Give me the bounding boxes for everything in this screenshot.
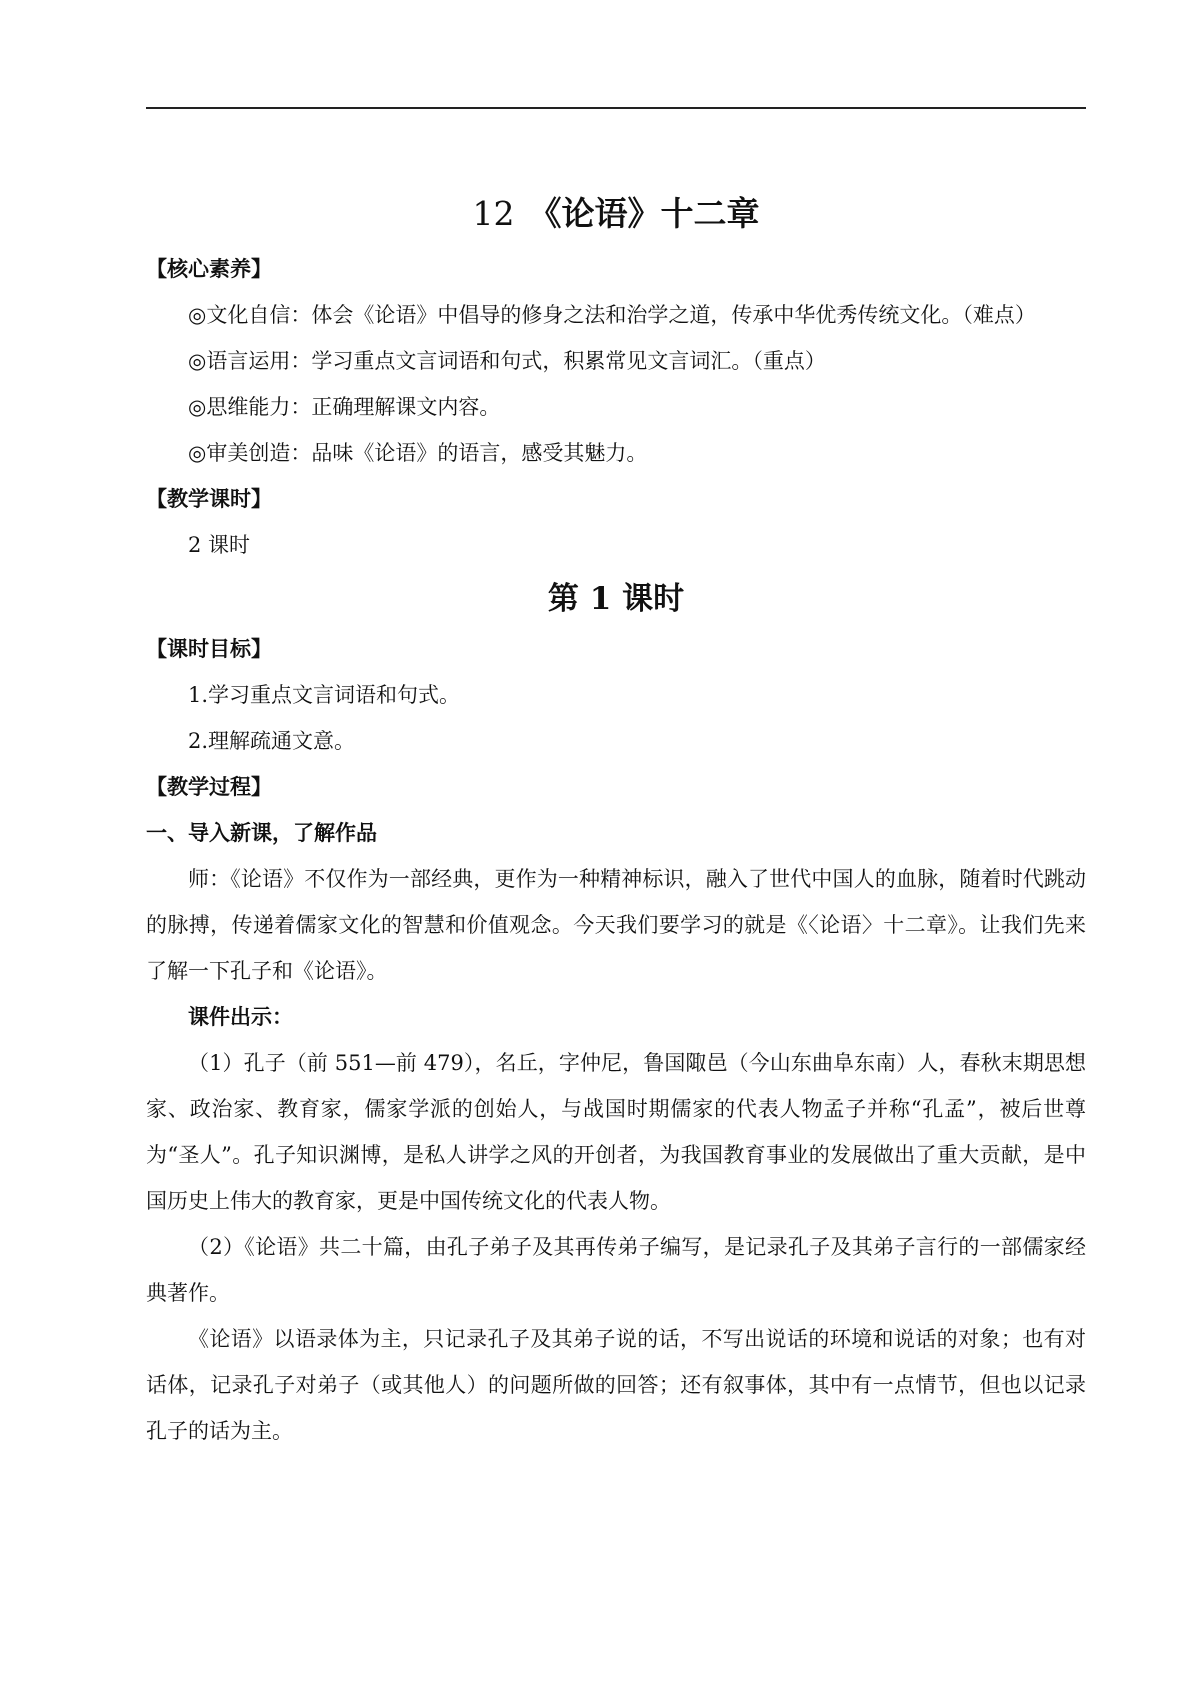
title-text: 《论语》十二章 xyxy=(528,194,760,233)
courseware-label: 课件出示： xyxy=(188,1004,293,1029)
header-rule xyxy=(146,107,1086,109)
step-heading: 一、导入新课，了解作品 xyxy=(146,820,377,845)
lesson-title: 第 1 课时 xyxy=(547,581,685,617)
title-number: 12 xyxy=(472,194,515,233)
teaching-hours-value: 2 课时 xyxy=(188,533,251,557)
section-heading-teaching-hours: 【教学课时】 xyxy=(146,486,272,511)
body-paragraph: （1）孔子（前 551—前 479），名丘，字仲尼，鲁国陬邑（今山东曲阜东南）人，春秋末期思想家、政治家、教育家，儒家学派的创始人，与战国时期儒家的代表人物孟子并称“孔孟”，被后世尊为“圣人”。孔子知识渊博，是私人讲学之风的开创者，为我国教育事业的发展做出了重大贡献，是中国历史上伟大的教育家，更是中国传统文化的代表人物。 xyxy=(146,1051,1086,1213)
document-title xyxy=(146,186,1086,242)
section-heading-objectives: 【课时目标】 xyxy=(146,636,272,661)
body-paragraph: （2）《论语》共二十篇，由孔子弟子及其再传弟子编写，是记录孔子及其弟子言行的一部儒家经典著作。 xyxy=(146,1235,1086,1305)
core-literacy-item: ◎审美创造：品味《论语》的语言，感受其魅力。 xyxy=(188,441,648,465)
objective-item: 1.学习重点文言词语和句式。 xyxy=(188,683,461,707)
core-literacy-item: ◎思维能力：正确理解课文内容。 xyxy=(188,395,501,419)
section-heading-core-literacy: 【核心素养】 xyxy=(146,256,272,281)
document-body xyxy=(146,186,1086,1454)
body-paragraph: 《论语》以语录体为主，只记录孔子及其弟子说的话，不写出说话的环境和说话的对象；也有对话体，记录孔子对弟子（或其他人）的问题所做的回答；还有叙事体，其中有一点情节，但也以记录孔子的话为主。 xyxy=(146,1327,1086,1443)
body-paragraph: 师：《论语》不仅作为一部经典，更作为一种精神标识，融入了世代中国人的血脉，随着时代跳动的脉搏，传递着儒家文化的智慧和价值观念。今天我们要学习的就是《〈论语〉十二章》。让我们先来了解一下孔子和《论语》。 xyxy=(146,867,1086,983)
core-literacy-item: ◎文化自信：体会《论语》中倡导的修身之法和治学之道，传承中华优秀传统文化。（难点） xyxy=(188,303,1036,327)
objective-item: 2.理解疏通文意。 xyxy=(188,729,356,753)
section-heading-process: 【教学过程】 xyxy=(146,774,272,799)
core-literacy-item: ◎语言运用：学习重点文言词语和句式，积累常见文言词汇。（重点） xyxy=(188,349,826,373)
